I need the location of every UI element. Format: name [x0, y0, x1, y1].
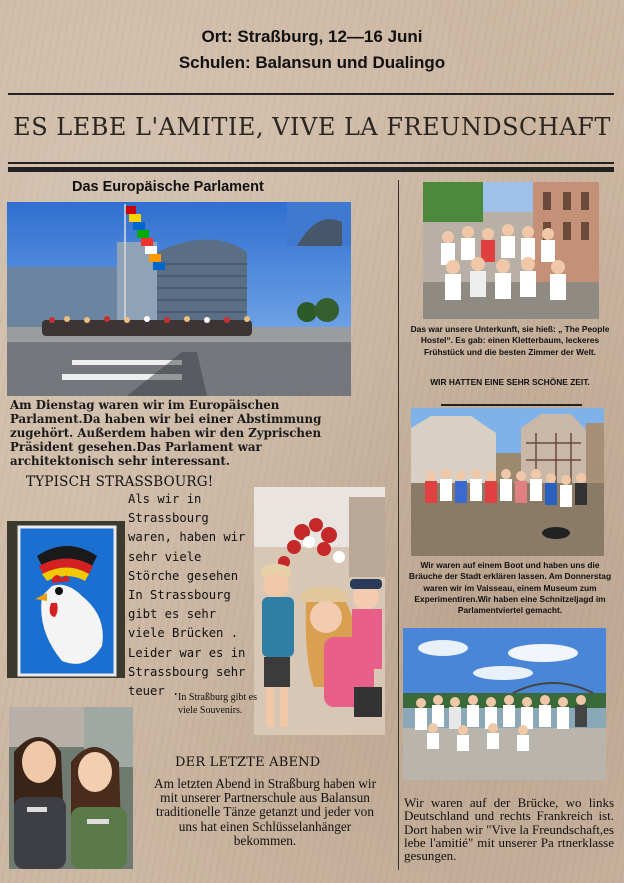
title-rule-1: [8, 162, 614, 164]
hostel-caption: Das war unsere Unterkunft, sie hieß: „ The People Hostel“. Es gab: einen Kletterbaum, leckeres Frühstück und die besten Zimmer der Welt.: [410, 324, 610, 357]
right-rule: [441, 404, 582, 406]
rooster-photo: [7, 521, 125, 678]
top-rule: [8, 93, 614, 95]
abend-text: Am letzten Abend in Straßburg haben wir mit unserer Partnerschule aus Balansun traditionelle Tänze getanzt und jeder von uns hat einen Schlüsselanhänger bekommen.: [153, 776, 377, 848]
parliament-heading: Das Europäische Parlament: [72, 179, 264, 195]
souvenir-girls-photo: [254, 487, 385, 735]
boot-caption: Wir waren auf einem Boot und haben uns die Bräuche der Stadt erklären lassen. Am Donnerstag waren wir im Vaisseau, einem Museum zum Experimentiren.Wir haben eine Schnitzeljagd im Parlamentviertel gemacht.: [408, 560, 612, 616]
title-rule-2: [8, 167, 614, 172]
hostel-photo: [423, 182, 599, 319]
parliament-photo: [7, 202, 351, 396]
bridge-group-photo: [403, 628, 606, 780]
typisch-heading: TYPISCH STRASSBOURG!: [26, 474, 214, 490]
schools-line: Schulen: Balansun und Dualingo: [178, 53, 446, 72]
location-line: Ort: Straßburg, 12—16 Juni: [201, 27, 423, 46]
hostel-caption-caps: WIR HATTEN EINE SEHR SCHÖNE ZEIT.: [430, 377, 590, 387]
bruecke-text: Wir waren auf der Brücke, wo links Deutschland und rechts Frankreich ist. Dort haben wir "Vive la Freundschaft,es lebe l'amitié" mit unserer Pa rtnerklasse gesungen.: [404, 795, 614, 864]
column-divider: [398, 180, 399, 870]
parliament-text: Am Dienstag waren wir im Europäischen Parlament.Da haben wir bei einer Abstimmung zugehört. Außerdem haben wir den Zyprischen Präsident gesehen.Das Parlament war architektonisch sehr interessant.: [10, 398, 322, 468]
abend-heading: DER LETZTE ABEND: [175, 755, 321, 770]
town-group-photo: [411, 408, 604, 556]
souvenir-note: In Straßburg gibt es viele Souvenirs.: [178, 692, 257, 716]
page-title: ES LEBE L'AMITIE, VIVE LA FREUNDSCHAFT: [13, 113, 611, 141]
typisch-text: Als wir in Strassbourg waren, haben wir sehr viele Störche gesehen In Strassbourg gibt es sehr viele Brücken . Leider war es in Strassbourg sehr teuer .: [128, 492, 246, 699]
keychain-girls-photo: [9, 707, 133, 869]
